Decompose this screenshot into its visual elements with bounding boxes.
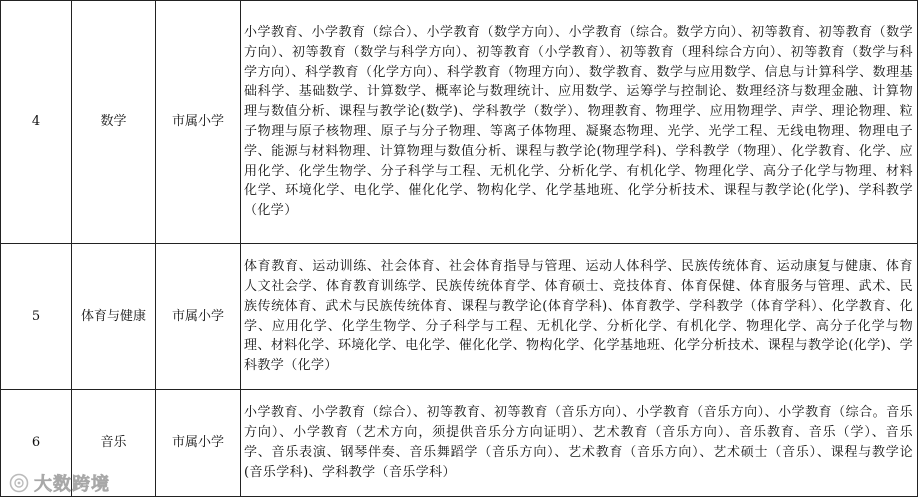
majors-cell: 小学教育、小学教育（综合）、初等教育、初等教育（音乐方向）、小学教育（音乐方向）、小学教育（综合。音乐方向）、小学教育（艺术方向，须提供音乐分方向证明）、艺术教育（音乐方向）、音乐教育、音乐（学）、音乐学、音乐表演、钢琴伴奏、音乐舞蹈学（音乐方向）、艺术教育（音乐方向）、艺术硕士（音乐）、课程与教学论(音乐学科)、学科教学（音乐学科） bbox=[241, 390, 918, 497]
school-type-cell: 市属小学 bbox=[156, 390, 241, 497]
school-type-cell: 市属小学 bbox=[156, 244, 241, 390]
majors-cell: 小学教育、小学教育（综合）、小学教育（数学方向）、小学教育（综合。数学方向）、初等教育、初等教育（数学方向）、初等教育（数学与科学方向）、初等教育（小学教育）、初等教育（理科综合方向）、初等教育（数学与科学方向）、科学教育（化学方向）、科学教育（物理方向）、数学教育、数学与应用数学、信息与计算科学、数理基础科学、基础数学、计算数学、概率论与数理统计、应用数学、运筹学与控制论、数理经济与数理金融、计算物理与数值分析、课程与教学论(数学)、学科教学（数学）、物理教育、物理学、应用物理学、声学、理论物理、粒子物理与原子核物理、原子与分子物理、等离子体物理、凝聚态物理、光学、光学工程、无线电物理、物理电子学、能源与材料物理、计算物理与数值分析、课程与教学论(物理学科)、学科教学（物理）、化学教育、化学、应用化学、化学生物学、分子科学与工程、无机化学、分析化学、有机化学、物理化学、高分子化学与物理、材料化学、环境化学、电化学、催化化学、物构化学、化学基地班、化学分析技术、课程与教学论(化学)、学科教学（化学） bbox=[241, 1, 918, 244]
camera-logo-icon bbox=[9, 473, 29, 493]
row-number: 4 bbox=[1, 1, 72, 244]
table-row bbox=[1, 1, 918, 244]
row-number: 6 bbox=[1, 390, 72, 497]
subject-cell: 音乐 bbox=[72, 390, 156, 497]
majors-cell: 体育教育、运动训练、社会体育、社会体育指导与管理、运动人体科学、民族传统体育、运动康复与健康、体育人文社会学、体育教育训练学、民族传统体育学、体育硕士、竞技体育、体育保健、体育服务与管理、武术、民族传统体育、武术与民族传统体育、课程与教学论(体育学科)、体育教学、学科教学（体育学科）、化学教育、化学、应用化学、化学生物学、分子科学与工程、无机化学、分析化学、有机化学、物理化学、高分子化学与物理、材料化学、环境化学、电化学、催化化学、物构化学、化学基地班、化学分析技术、课程与教学论(化学)、学科教学（化学） bbox=[241, 244, 918, 390]
subject-cell: 体育与健康 bbox=[72, 244, 156, 390]
school-type-cell: 市属小学 bbox=[156, 1, 241, 244]
subject-cell: 数学 bbox=[72, 1, 156, 244]
table-row bbox=[1, 390, 918, 497]
watermark-text: 大数跨境 bbox=[34, 474, 110, 495]
table-row bbox=[1, 244, 918, 390]
row-number: 5 bbox=[1, 244, 72, 390]
watermark bbox=[9, 470, 110, 496]
